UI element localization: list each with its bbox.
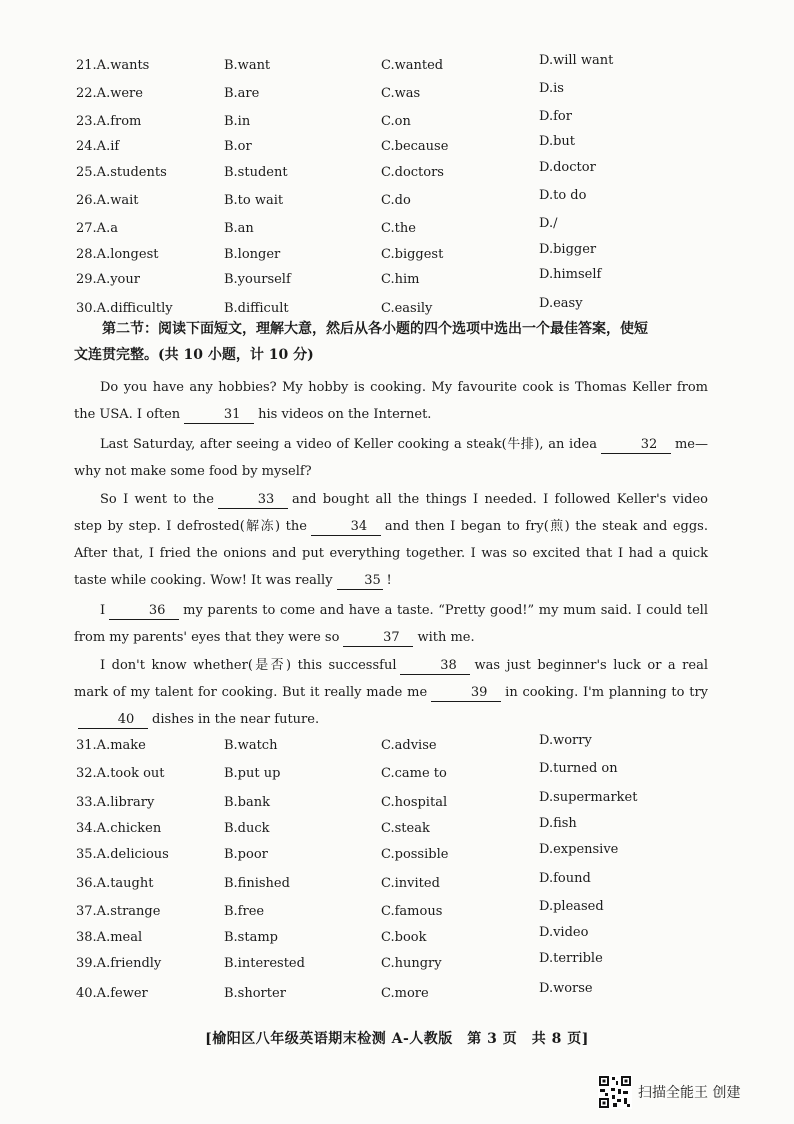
blank-35: 35 xyxy=(337,573,383,590)
option-c: C.possible xyxy=(381,847,449,863)
option-a: 23.A.from xyxy=(76,113,142,129)
option-b: B.to wait xyxy=(224,193,284,208)
option-c: C.wanted xyxy=(381,58,444,73)
page-footer: [榆阳区八年级英语期末检测 A-人教版 第 3 页 共 8 页] xyxy=(205,1031,589,1047)
option-a: 38.A.meal xyxy=(76,930,143,946)
option-a: 28.A.longest xyxy=(76,246,159,262)
option-d: D.fish xyxy=(539,815,577,831)
option-c: C.famous xyxy=(381,903,443,919)
option-b: B.poor xyxy=(224,847,268,863)
option-a: 34.A.chicken xyxy=(76,820,162,836)
paragraph-text: ! xyxy=(386,573,392,588)
paragraph-text: in cooking. I'm planning to try xyxy=(505,685,708,700)
option-c: C.invited xyxy=(381,875,440,891)
option-row-31 xyxy=(76,733,716,759)
option-b: B.bank xyxy=(224,794,271,810)
option-c: C.advise xyxy=(381,738,437,753)
option-c: C.more xyxy=(381,985,429,1001)
option-d: D.found xyxy=(539,870,591,886)
option-row-23 xyxy=(76,109,716,135)
blank-40: 40 xyxy=(78,712,148,729)
paragraph-text: and bought all the things I needed. I followed Keller's video step by step. I defrosted(解冻) the xyxy=(74,492,709,534)
option-a: 35.A.delicious xyxy=(76,847,169,863)
option-b: B.shorter xyxy=(224,985,286,1001)
paragraph-text: I don't know whether(是否) this successful xyxy=(100,658,397,673)
option-c: C.on xyxy=(381,113,411,129)
paragraph-text: I xyxy=(100,603,106,618)
passage-paragraph-5 xyxy=(74,652,708,733)
option-b: B.student xyxy=(224,165,288,181)
passage-paragraph-1 xyxy=(74,374,708,428)
option-d: D.will want xyxy=(539,53,614,68)
instruction-line-2: 文连贯完整。(共 10 小题，计 10 分) xyxy=(74,347,314,363)
blank-32: 32 xyxy=(601,437,671,454)
option-d: D.doctor xyxy=(539,160,596,176)
blank-37: 37 xyxy=(343,630,413,647)
option-c: C.because xyxy=(381,139,449,155)
option-a: 27.A.a xyxy=(76,220,118,236)
scanner-watermark xyxy=(598,1074,740,1110)
option-a: 37.A.strange xyxy=(76,903,161,919)
option-a: 39.A.friendly xyxy=(76,956,162,972)
option-c: C.doctors xyxy=(381,165,444,181)
paragraph-text: me—why not make some food by myself? xyxy=(74,437,708,479)
option-a: 32.A.took out xyxy=(76,766,165,782)
option-b: B.longer xyxy=(224,246,281,262)
option-row-29 xyxy=(76,267,716,293)
option-row-26 xyxy=(76,188,716,214)
option-a: 25.A.students xyxy=(76,165,167,181)
option-d: D.himself xyxy=(539,267,602,283)
paragraph-text: So I went to the xyxy=(100,492,214,507)
option-b: B.duck xyxy=(224,820,270,836)
option-b: B.yourself xyxy=(224,272,291,288)
option-row-40 xyxy=(76,981,716,1007)
option-d: D.bigger xyxy=(539,241,597,257)
blank-39: 39 xyxy=(431,685,501,702)
paragraph-text: dishes in the near future. xyxy=(152,712,320,727)
blank-36: 36 xyxy=(109,603,179,620)
paragraph-text: Do you have any hobbies? My hobby is cooking. My favourite cook is Thomas Keller from the USA. I often xyxy=(74,380,708,422)
paragraph-text: was just beginner's luck or a real mark of my talent for cooking. But it really made me xyxy=(74,658,708,700)
option-a: 36.A.taught xyxy=(76,875,154,891)
option-c: C.came to xyxy=(381,766,447,782)
paragraph-text: with me. xyxy=(417,630,475,645)
option-b: B.an xyxy=(224,220,254,236)
option-row-37 xyxy=(76,899,716,925)
option-b: B.difficult xyxy=(224,301,289,317)
option-b: B.or xyxy=(224,139,252,155)
option-c: C.biggest xyxy=(381,246,444,262)
option-b: B.finished xyxy=(224,875,290,891)
option-d: D.for xyxy=(539,108,572,124)
qr-code-icon xyxy=(598,1075,632,1109)
blank-33: 33 xyxy=(218,492,288,509)
option-row-21 xyxy=(76,53,716,79)
option-row-22 xyxy=(76,81,716,107)
option-row-33 xyxy=(76,790,716,816)
paragraph-text: Last Saturday, after seeing a video of Keller cooking a steak(牛排), an idea xyxy=(100,437,597,452)
option-d: D.turned on xyxy=(539,761,618,777)
option-a: 40.A.fewer xyxy=(76,985,148,1001)
option-a: 29.A.your xyxy=(76,272,140,288)
option-d: D./ xyxy=(539,215,558,231)
paragraph-text: his videos on the Internet. xyxy=(258,407,432,422)
option-d: D.worry xyxy=(539,733,592,748)
blank-31: 31 xyxy=(184,407,254,424)
option-a: 24.A.if xyxy=(76,139,120,155)
option-row-27 xyxy=(76,216,716,242)
option-d: D.supermarket xyxy=(539,789,638,805)
option-b: B.stamp xyxy=(224,930,278,946)
option-b: B.watch xyxy=(224,738,278,753)
blank-34: 34 xyxy=(311,519,381,536)
option-d: D.worse xyxy=(539,980,593,996)
option-d: D.to do xyxy=(539,188,587,203)
option-c: C.hospital xyxy=(381,794,448,810)
option-row-25 xyxy=(76,160,716,186)
option-c: C.him xyxy=(381,272,420,288)
option-c: C.easily xyxy=(381,301,433,317)
option-c: C.was xyxy=(381,85,421,101)
option-row-39 xyxy=(76,951,716,977)
option-b: B.free xyxy=(224,903,265,919)
option-row-34 xyxy=(76,816,716,842)
passage-paragraph-4 xyxy=(74,597,708,651)
option-row-24 xyxy=(76,134,716,160)
option-row-36 xyxy=(76,871,716,897)
option-a: 31.A.make xyxy=(76,738,146,753)
option-row-32 xyxy=(76,761,716,787)
option-d: D.easy xyxy=(539,296,583,312)
passage-paragraph-2 xyxy=(74,431,708,485)
option-d: D.terrible xyxy=(539,951,603,967)
paragraph-text: and then I began to fry(煎) the steak and eggs. After that, I fried the onions and put everything together. I was so excited that I had a quick taste while cooking. Wow! It was really xyxy=(74,519,708,588)
option-c: C.hungry xyxy=(381,956,442,972)
option-d: D.but xyxy=(539,134,576,150)
option-d: D.expensive xyxy=(539,842,619,858)
option-c: C.book xyxy=(381,930,427,946)
passage-paragraph-3 xyxy=(74,486,708,594)
instruction-line-1: 第二节：阅读下面短文，理解大意，然后从各小题的四个选项中选出一个最佳答案，使短 xyxy=(102,321,648,337)
option-c: C.steak xyxy=(381,820,430,836)
option-b: B.want xyxy=(224,58,271,73)
option-d: D.video xyxy=(539,925,589,941)
paragraph-text: my parents to come and have a taste. “Pretty good!” my mum said. I could tell from my parents' eyes that they were so xyxy=(74,603,708,645)
watermark-text: 扫描全能王 创建 xyxy=(638,1085,741,1101)
option-b: B.interested xyxy=(224,956,305,972)
option-row-35 xyxy=(76,842,716,868)
option-b: B.in xyxy=(224,113,251,129)
section-2-instruction xyxy=(74,316,714,368)
option-d: D.pleased xyxy=(539,898,604,914)
option-row-28 xyxy=(76,242,716,268)
option-d: D.is xyxy=(539,80,564,96)
option-a: 26.A.wait xyxy=(76,193,139,208)
option-a: 21.A.wants xyxy=(76,58,150,73)
option-row-38 xyxy=(76,925,716,951)
option-a: 22.A.were xyxy=(76,85,143,101)
option-c: C.the xyxy=(381,220,416,236)
option-b: B.are xyxy=(224,85,260,101)
blank-38: 38 xyxy=(400,658,470,675)
option-c: C.do xyxy=(381,193,411,208)
option-a: 30.A.difficultly xyxy=(76,301,173,317)
option-a: 33.A.library xyxy=(76,794,155,810)
option-b: B.put up xyxy=(224,766,281,782)
